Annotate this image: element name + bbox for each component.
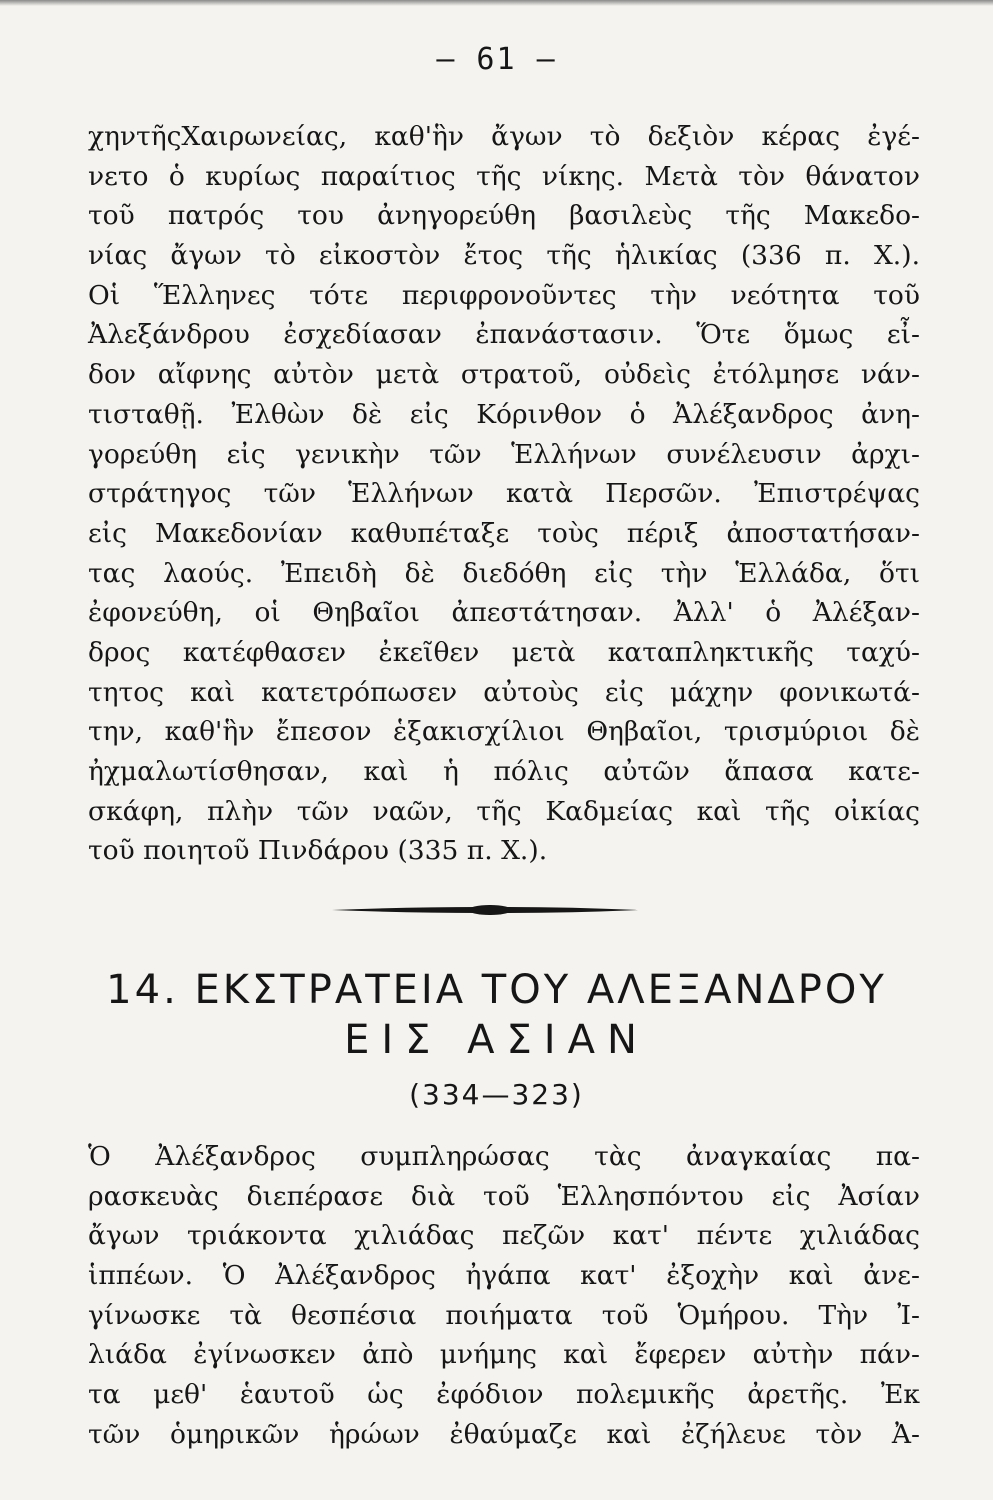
text-line: νίας ἄγων τὸ εἰκοστὸν ἔτος τῆς ἡλικίας (336 π. Χ.). bbox=[88, 240, 920, 272]
text-line: λιάδα ἐγίνωσκεν ἀπὸ μνήμης καὶ ἔφερεν αὐτὴν πάν- bbox=[88, 1339, 920, 1371]
text-line: ἐφονεύθη, οἱ Θηβαῖοι ἀπεστάτησαν. Ἀλλ' ὁ Ἀλέξαν- bbox=[88, 597, 920, 629]
text-line: τα μεθ' ἑαυτοῦ ὡς ἐφόδιον πολεμικῆς ἀρετῆς. Ἐκ bbox=[88, 1379, 920, 1411]
text-line: τητος καὶ κατετρόπωσεν αὐτοὺς εἰς μάχην φονικωτά- bbox=[88, 676, 920, 708]
text-line: τας λαούς. Ἐπειδὴ δὲ διεδόθη εἰς τὴν Ἑλλάδα, ὅτι bbox=[88, 557, 920, 589]
text-line: δρος κατέφθασεν ἐκεῖθεν μετὰ καταπληκτικῆς ταχύ- bbox=[88, 636, 920, 668]
text-line: χηντῆςΧαιρωνείας, καθ'ἣν ἄγων τὸ δεξιὸν κέρας ἐγέ- bbox=[88, 121, 920, 152]
text-line: Οἱ Ἕλληνες τότε περιφρονοῦντες τὴν νεότητα τοῦ bbox=[88, 279, 920, 311]
text-line: ρασκευὰς διεπέρασε διὰ τοῦ Ἑλλησπόντου εἰς Ἀσίαν bbox=[88, 1180, 920, 1212]
section-divider-ornament bbox=[330, 900, 640, 920]
text-line: δον αἴφνης αὐτὸν μετὰ στρατοῦ, οὐδεὶς ἐτόλμησε νάν- bbox=[88, 359, 920, 391]
text-line: την, καθ'ἣν ἔπεσον ἑξακισχίλιοι Θηβαῖοι, τρισμύριοι δὲ bbox=[88, 716, 920, 748]
text-line: γίνωσκε τὰ θεσπέσια ποιήματα τοῦ Ὁμήρου. Τὴν Ἰ- bbox=[88, 1299, 920, 1331]
text-line: εἰς Μακεδονίαν καθυπέταξε τοὺς πέριξ ἀποστατήσαν- bbox=[88, 517, 920, 549]
text-line: γορεύθη εἰς γενικὴν τῶν Ἑλλήνων συνέλευσιν ἀρχι- bbox=[88, 438, 920, 470]
text-line: σκάφη, πλὴν τῶν ναῶν, τῆς Καδμείας καὶ τῆς οἰκίας bbox=[88, 795, 920, 827]
text-line: τισταθῇ. Ἐλθὼν δὲ εἰς Κόρινθον ὁ Ἀλέξανδρος ἀνη- bbox=[88, 398, 920, 430]
text-line: Ὁ Ἀλέξανδρος συμπληρώσας τὰς ἀναγκαίας πα- bbox=[88, 1141, 920, 1172]
text-line: τοῦ ποιητοῦ Πινδάρου (335 π. Χ.). bbox=[88, 835, 548, 867]
text-line: στράτηγος τῶν Ἑλλήνων κατὰ Περσῶν. Ἐπιστρέψας bbox=[88, 478, 920, 510]
chapter-dates: (334—323) bbox=[409, 1078, 584, 1111]
paragraph-2 bbox=[88, 1137, 920, 1455]
text-line: ἠχμαλωτίσθησαν, καὶ ἡ πόλις αὐτῶν ἅπασα κατε- bbox=[88, 756, 920, 787]
text-line: τοῦ πατρός του ἀνηγορεύθη βασιλεὺς τῆς Μακεδο- bbox=[88, 200, 920, 232]
page-number: — 61 — bbox=[436, 42, 557, 77]
text-line: τῶν ὁμηρικῶν ἡρώων ἐθαύμαζε καὶ ἐζήλευε τὸν Ἀ- bbox=[88, 1418, 920, 1450]
text-line: ἱππέων. Ὁ Ἀλέξανδρος ἠγάπα κατ' ἐξοχὴν καὶ ἀνε- bbox=[88, 1260, 920, 1292]
text-line: Ἀλεξάνδρου ἐσχεδίασαν ἐπανάστασιν. Ὅτε ὅμως εἶ- bbox=[88, 319, 920, 351]
chapter-title bbox=[0, 965, 993, 1065]
text-line: νετο ὁ κυρίως παραίτιος τῆς νίκης. Μετὰ τὸν θάνατον bbox=[88, 160, 920, 192]
page-top-edge bbox=[0, 0, 993, 6]
paragraph-1 bbox=[88, 117, 920, 871]
chapter-title-line-2: ΕΙΣ ΑΣΙΑΝ bbox=[344, 1017, 649, 1063]
chapter-title-line-1: 14. ΕΚΣΤΡΑΤΕΙΑ ΤΟΥ ΑΛΕΞΑΝΔΡΟΥ bbox=[106, 967, 887, 1013]
text-line: ἄγων τριάκοντα χιλιάδας πεζῶν κατ' πέντε χιλιάδας bbox=[88, 1220, 920, 1252]
